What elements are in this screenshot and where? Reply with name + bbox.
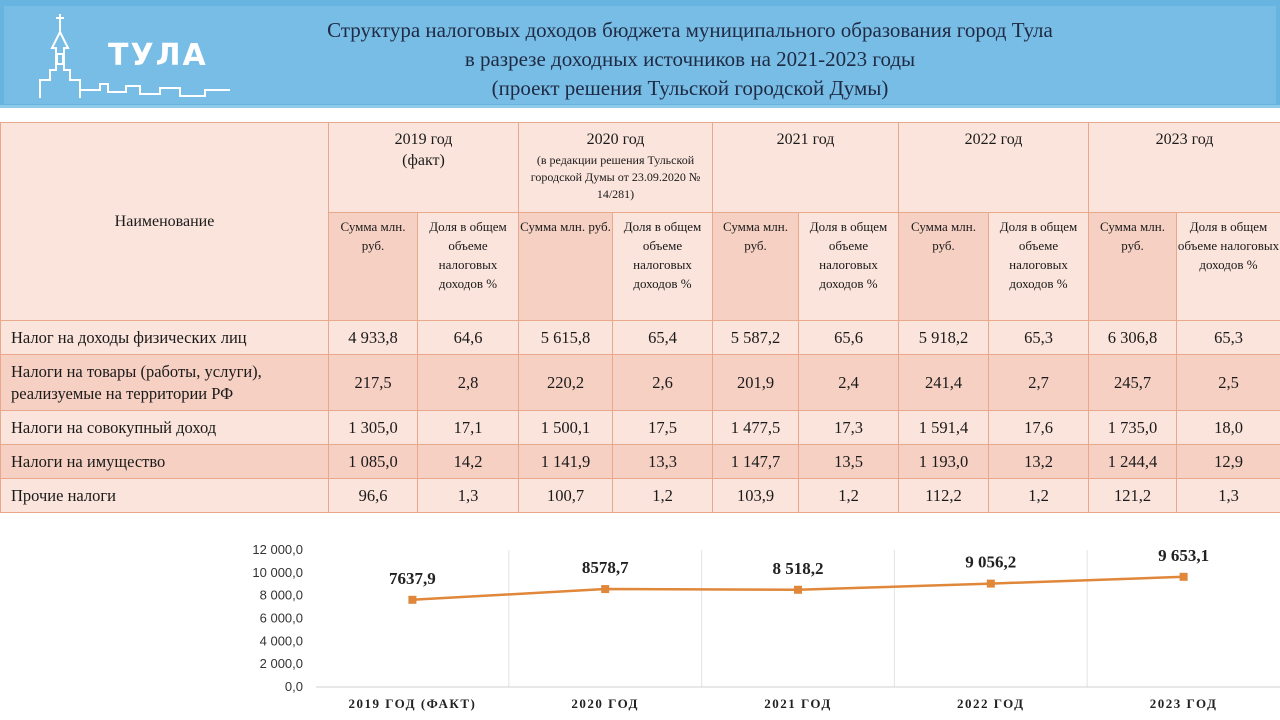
x-tick-label: 2019 ГОД (ФАКТ) bbox=[348, 696, 477, 711]
title-line-2: в разрезе доходных источников на 2021-2023 годы bbox=[464, 47, 916, 71]
sum-cell: 1 147,7 bbox=[713, 445, 799, 479]
share-cell: 17,5 bbox=[613, 411, 713, 445]
sum-cell: 220,2 bbox=[519, 355, 613, 411]
sum-cell: 96,6 bbox=[329, 479, 418, 513]
sum-cell: 4 933,8 bbox=[329, 321, 418, 355]
share-cell: 17,3 bbox=[799, 411, 899, 445]
sum-cell: 1 244,4 bbox=[1089, 445, 1177, 479]
sum-cell: 1 305,0 bbox=[329, 411, 418, 445]
share-cell: 2,6 bbox=[613, 355, 713, 411]
year-label: 2022 год bbox=[964, 131, 1023, 148]
sum-cell: 1 193,0 bbox=[899, 445, 989, 479]
share-cell: 2,5 bbox=[1177, 355, 1280, 411]
x-tick-label: 2023 ГОД bbox=[1149, 696, 1218, 711]
share-cell: 65,3 bbox=[989, 321, 1089, 355]
title-line-1: Структура налоговых доходов бюджета муниципального образования город Тула bbox=[327, 18, 1053, 42]
y-tick-label: 8 000,0 bbox=[259, 587, 303, 603]
share-cell: 1,2 bbox=[989, 479, 1089, 513]
data-point bbox=[794, 586, 802, 594]
data-label: 8578,7 bbox=[581, 558, 629, 578]
share-cell: 65,6 bbox=[799, 321, 899, 355]
share-cell: 2,8 bbox=[418, 355, 519, 411]
data-point bbox=[987, 580, 995, 588]
sum-cell: 1 085,0 bbox=[329, 445, 418, 479]
y-tick-label: 0,0 bbox=[284, 679, 303, 694]
page-title bbox=[240, 16, 1140, 103]
year-label: 2021 год bbox=[776, 131, 835, 148]
header-banner bbox=[0, 0, 1280, 108]
row-name: Налоги на имущество bbox=[1, 445, 329, 479]
revenue-line-chart bbox=[230, 540, 1280, 720]
sum-header: Сумма млн. руб. bbox=[329, 213, 418, 321]
share-cell: 17,6 bbox=[989, 411, 1089, 445]
row-name: Налог на доходы физических лиц bbox=[1, 321, 329, 355]
year-header-2021 bbox=[713, 123, 899, 213]
year-label: 2020 год bbox=[586, 131, 645, 148]
y-tick-label: 2 000,0 bbox=[259, 656, 303, 672]
sum-cell: 201,9 bbox=[713, 355, 799, 411]
row-name: Налоги на товары (работы, услуги), реализуемые на территории РФ bbox=[1, 355, 329, 411]
year-note: (в редакции решения Тульской городской Думы от 23.09.2020 № 14/281) bbox=[530, 153, 701, 201]
sum-cell: 6 306,8 bbox=[1089, 321, 1177, 355]
sum-cell: 121,2 bbox=[1089, 479, 1177, 513]
year-header-2020 bbox=[519, 123, 713, 213]
share-cell: 1,3 bbox=[1177, 479, 1280, 513]
year-header-2019 bbox=[329, 123, 519, 213]
data-point bbox=[408, 596, 416, 604]
sum-cell: 5 587,2 bbox=[713, 321, 799, 355]
share-cell: 17,1 bbox=[418, 411, 519, 445]
sum-cell: 245,7 bbox=[1089, 355, 1177, 411]
share-cell: 65,4 bbox=[613, 321, 713, 355]
x-tick-label: 2022 ГОД bbox=[956, 696, 1025, 711]
table-row bbox=[1, 321, 1280, 355]
sum-header: Сумма млн. руб. bbox=[1089, 213, 1177, 321]
sum-header: Сумма млн. руб. bbox=[899, 213, 989, 321]
table-row bbox=[1, 479, 1280, 513]
y-tick-label: 12 000,0 bbox=[252, 542, 303, 557]
share-header: Доля в общем объеме налоговых доходов % bbox=[613, 213, 713, 321]
share-cell: 65,3 bbox=[1177, 321, 1280, 355]
share-cell: 1,2 bbox=[799, 479, 899, 513]
tax-revenue-table bbox=[0, 122, 1280, 513]
sum-cell: 1 500,1 bbox=[519, 411, 613, 445]
data-point bbox=[601, 585, 609, 593]
share-cell: 14,2 bbox=[418, 445, 519, 479]
share-cell: 12,9 bbox=[1177, 445, 1280, 479]
sum-cell: 5 615,8 bbox=[519, 321, 613, 355]
data-label: 9 653,1 bbox=[1158, 545, 1210, 565]
y-tick-label: 10 000,0 bbox=[252, 564, 303, 580]
sum-cell: 5 918,2 bbox=[899, 321, 989, 355]
share-cell: 64,6 bbox=[418, 321, 519, 355]
year-header-2023 bbox=[1089, 123, 1280, 213]
y-tick-label: 4 000,0 bbox=[259, 633, 303, 649]
share-cell: 13,5 bbox=[799, 445, 899, 479]
row-name: Прочие налоги bbox=[1, 479, 329, 513]
table-body bbox=[1, 321, 1280, 513]
sum-cell: 217,5 bbox=[329, 355, 418, 411]
y-tick-label: 6 000,0 bbox=[259, 610, 303, 626]
sum-cell: 1 591,4 bbox=[899, 411, 989, 445]
sum-cell: 103,9 bbox=[713, 479, 799, 513]
share-cell: 13,3 bbox=[613, 445, 713, 479]
table-row bbox=[1, 411, 1280, 445]
data-point bbox=[1180, 573, 1188, 581]
year-label: 2019 год bbox=[394, 131, 453, 148]
share-cell: 18,0 bbox=[1177, 411, 1280, 445]
year-label: 2023 год bbox=[1155, 131, 1214, 148]
x-tick-label: 2020 ГОД bbox=[571, 696, 640, 711]
share-cell: 2,4 bbox=[799, 355, 899, 411]
x-tick-label: 2021 ГОД bbox=[764, 696, 832, 711]
share-cell: 1,3 bbox=[418, 479, 519, 513]
row-name: Налоги на совокупный доход bbox=[1, 411, 329, 445]
name-column-header: Наименование bbox=[1, 123, 329, 321]
share-cell: 2,7 bbox=[989, 355, 1089, 411]
share-header: Доля в общем объеме налоговых доходов % bbox=[799, 213, 899, 321]
title-line-3: (проект решения Тульской городской Думы) bbox=[491, 76, 889, 100]
data-label: 7637,9 bbox=[389, 568, 436, 588]
sum-cell: 112,2 bbox=[899, 479, 989, 513]
data-label: 8 518,2 bbox=[772, 558, 824, 578]
year-sub: (факт) bbox=[402, 152, 445, 169]
share-header: Доля в общем объеме налоговых доходов % bbox=[418, 213, 519, 321]
table-row bbox=[1, 355, 1280, 411]
sum-header: Сумма млн. руб. bbox=[713, 213, 799, 321]
share-header: Доля в общем объеме налоговых доходов % bbox=[989, 213, 1089, 321]
logo-text: ТУЛА bbox=[108, 38, 208, 73]
sum-cell: 1 735,0 bbox=[1089, 411, 1177, 445]
sum-header: Сумма млн. руб. bbox=[519, 213, 613, 321]
sum-cell: 241,4 bbox=[899, 355, 989, 411]
share-cell: 1,2 bbox=[613, 479, 713, 513]
data-label: 9 056,2 bbox=[965, 552, 1017, 572]
sum-cell: 100,7 bbox=[519, 479, 613, 513]
table-row bbox=[1, 445, 1280, 479]
sum-cell: 1 141,9 bbox=[519, 445, 613, 479]
sum-cell: 1 477,5 bbox=[713, 411, 799, 445]
share-cell: 13,2 bbox=[989, 445, 1089, 479]
year-header-2022 bbox=[899, 123, 1089, 213]
chart-svg bbox=[230, 540, 1280, 720]
share-header: Доля в общем объеме налоговых доходов % bbox=[1177, 213, 1280, 321]
